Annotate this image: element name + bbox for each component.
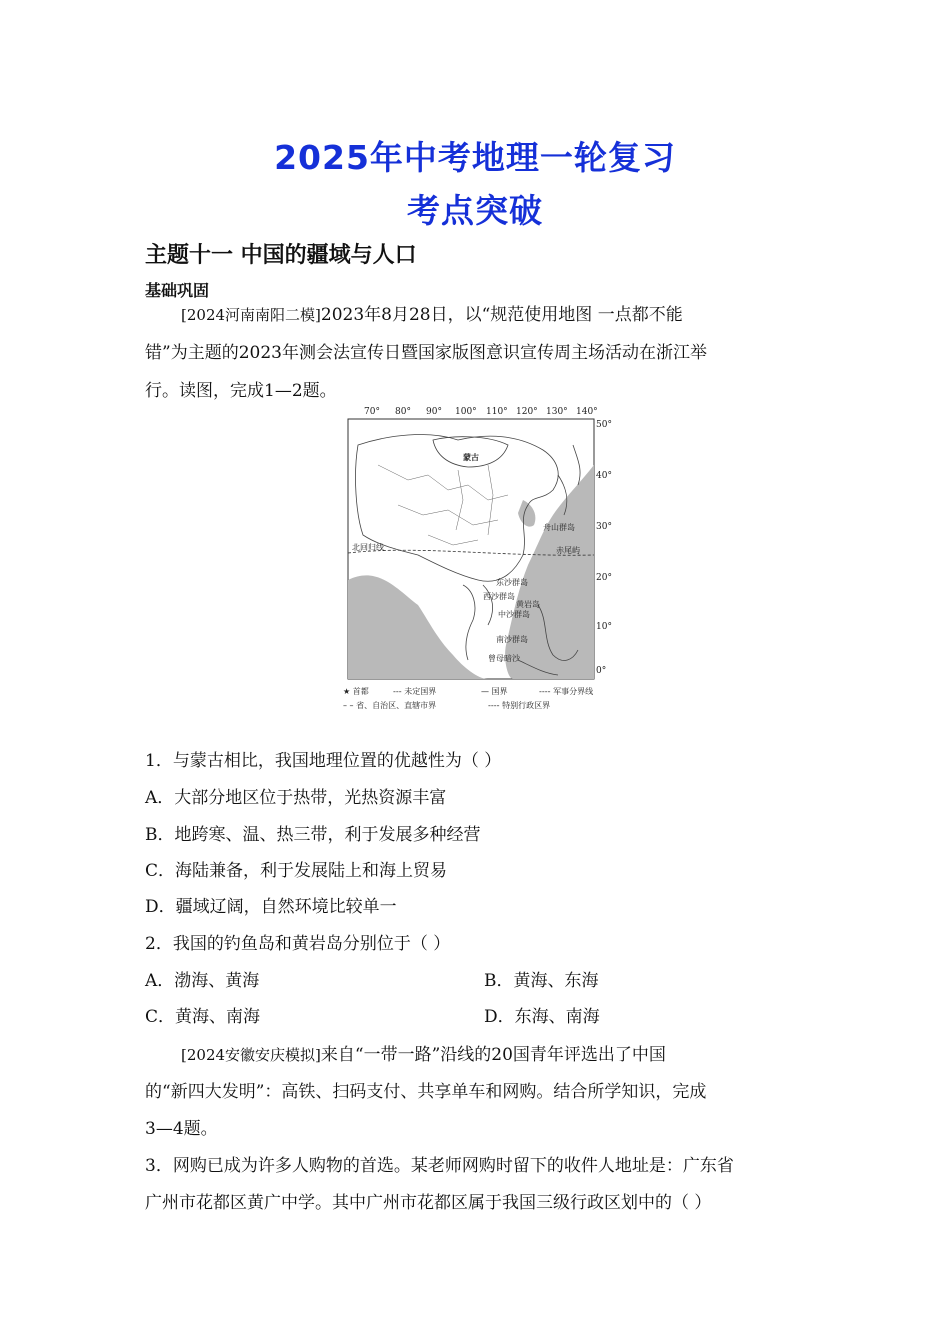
label-huangyan: 黄岩岛 xyxy=(516,600,540,609)
q1-option-c: C．海陆兼备，利于发展陆上和海上贸易 xyxy=(145,861,448,881)
label-dongsha: 东沙群岛 xyxy=(496,578,528,587)
title-line-1: 2025年中考地理一轮复习 xyxy=(274,138,676,177)
legend-provincial-border: – – 省、自治区、直辖市界 xyxy=(343,701,437,710)
legend-capital: ★ 首都 xyxy=(343,687,369,696)
lat-tick: 30° xyxy=(596,522,612,532)
label-xisha: 西沙群岛 xyxy=(483,592,515,601)
subsection-heading: 基础巩固 xyxy=(145,281,210,300)
topic-heading: 主题十一 中国的疆域与人口 xyxy=(145,243,417,268)
lon-tick: 100° xyxy=(455,407,477,417)
q1-option-d: D．疆域辽阔，自然环境比较单一 xyxy=(145,897,397,917)
lon-tick: 120° xyxy=(516,407,538,417)
lon-tick: 80° xyxy=(395,407,411,417)
lat-tick: 0° xyxy=(596,666,607,676)
intro1-line3: 行。读图，完成1—2题。 xyxy=(145,381,337,401)
intro2-source: [2024安徽安庆模拟] xyxy=(181,1046,321,1064)
intro2-line2: 的“新四大发明”：高铁、扫码支付、共享单车和网购。结合所学知识，完成 xyxy=(145,1082,707,1102)
q1-option-b: B．地跨寒、温、热三带，利于发展多种经营 xyxy=(145,825,481,845)
lon-tick: 70° xyxy=(364,407,380,417)
q3-line1: 3．网购已成为许多人购物的首选。某老师网购时留下的收件人地址是：广东省 xyxy=(145,1156,734,1176)
q2-stem: 2．我国的钓鱼岛和黄岩岛分别位于（ ） xyxy=(145,934,451,954)
lat-tick: 10° xyxy=(596,622,612,632)
lon-tick: 90° xyxy=(426,407,442,417)
q2-option-b: B．黄海、东海 xyxy=(484,971,599,991)
q2-option-d: D．东海、南海 xyxy=(484,1007,600,1027)
legend-undefined-border: --- 未定国界 xyxy=(393,687,437,696)
label-nansha: 南沙群岛 xyxy=(496,635,528,644)
label-zhongsha: 中沙群岛 xyxy=(498,610,530,619)
legend-military-line: ---- 军事分界线 xyxy=(539,687,594,696)
lon-tick: 140° xyxy=(576,407,598,417)
label-zhoushan: 舟山群岛 xyxy=(543,523,575,532)
q1-stem: 1．与蒙古相比，我国地理位置的优越性为（ ） xyxy=(145,751,502,771)
label-chiwei: 赤尾屿 xyxy=(556,546,580,555)
intro2-text1: 来自“一带一路”沿线的20国青年评选出了中国 xyxy=(320,1045,666,1065)
label-tropic: 北回归线 xyxy=(352,543,384,552)
lon-tick: 110° xyxy=(486,407,508,417)
intro1-line1 xyxy=(181,300,683,325)
intro1-line2: 错”为主题的2023年测会法宣传日暨国家版图意识宣传周主场活动在浙江举 xyxy=(145,343,707,363)
china-map-figure xyxy=(338,405,614,715)
lat-tick: 20° xyxy=(596,573,612,583)
q2-option-a: A．渤海、黄海 xyxy=(145,971,260,991)
label-zengmu: 曾母暗沙 xyxy=(488,654,520,663)
intro2-line3: 3—4题。 xyxy=(145,1119,218,1139)
intro1-text1: 2023年8月28日，以“规范使用地图 一点都不能 xyxy=(320,305,683,325)
q3-line2: 广州市花都区黄广中学。其中广州市花都区属于我国三级行政区划中的（ ） xyxy=(145,1193,712,1213)
lat-tick: 40° xyxy=(596,471,612,481)
intro1-source: [2024河南南阳二模] xyxy=(181,306,321,324)
q2-option-c: C．黄海、南海 xyxy=(145,1007,261,1027)
legend-sar-border: ---- 特别行政区界 xyxy=(488,701,551,710)
lat-tick: 50° xyxy=(596,420,612,430)
title-line-2: 考点突破 xyxy=(407,191,543,230)
label-mongolia: 蒙古 xyxy=(463,452,479,462)
legend-national-border: — 国界 xyxy=(481,687,508,696)
lon-tick: 130° xyxy=(546,407,568,417)
intro2-line1 xyxy=(181,1040,666,1065)
q1-option-a: A．大部分地区位于热带，光热资源丰富 xyxy=(145,788,447,808)
